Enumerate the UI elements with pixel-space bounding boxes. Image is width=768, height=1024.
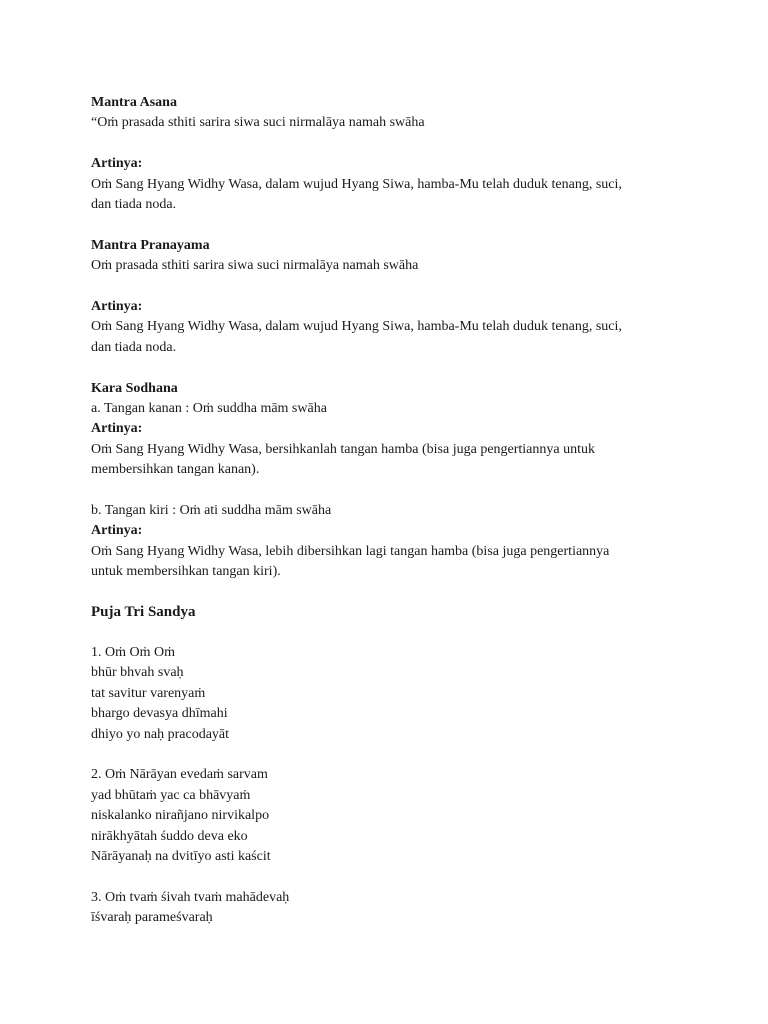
verse-line: 1. Oṁ Oṁ Oṁ [91, 645, 175, 661]
mantra-pranayama-artinya-label: Artinya: [91, 299, 143, 315]
mantra-asana-artinya-line1: Oṁ Sang Hyang Widhy Wasa, dalam wujud Hyang Siwa, hamba-Mu telah duduk tenang, suci, [91, 176, 622, 192]
kara-sodhana-heading: Kara Sodhana [91, 380, 178, 396]
verse-line: bhūr bhvah svaḥ [91, 665, 184, 681]
puja-tri-sandya-heading: Puja Tri Sandya [91, 603, 196, 620]
mantra-pranayama-text: Oṁ prasada sthiti sarira siwa suci nirmalāya namah swāha [91, 258, 419, 274]
verse-line: nirākhyātah śuddo deva eko [91, 828, 248, 844]
kara-sodhana-a-artinya-line2: membersihkan tangan kanan). [91, 462, 260, 478]
mantra-pranayama-artinya-line1: Oṁ Sang Hyang Widhy Wasa, dalam wujud Hyang Siwa, hamba-Mu telah duduk tenang, suci, [91, 319, 622, 335]
verse-line: Nārāyanaḥ na dvitīyo asti kaścit [91, 849, 271, 865]
verse-line: niskalanko nirañjano nirvikalpo [91, 808, 270, 824]
verse-line: dhiyo yo naḥ pracodayāt [91, 726, 230, 742]
kara-sodhana-b-artinya-line2: untuk membersihkan tangan kiri). [91, 564, 281, 580]
kara-sodhana-b-artinya-line1: Oṁ Sang Hyang Widhy Wasa, lebih dibersihkan lagi tangan hamba (bisa juga pengertiannya [91, 543, 610, 559]
kara-sodhana-b-text: b. Tangan kiri : Oṁ ati suddha mām swāha [91, 503, 332, 519]
mantra-pranayama-heading: Mantra Pranayama [91, 237, 210, 253]
verse-line: yad bhūtaṁ yac ca bhāvyaṁ [91, 787, 251, 803]
verse-1 [91, 643, 731, 745]
kara-sodhana-b-artinya-label: Artinya: [91, 523, 143, 539]
document-page [91, 93, 731, 929]
verse-line: bhargo devasya dhīmahi [91, 706, 228, 722]
mantra-pranayama-artinya-line2: dan tiada noda. [91, 339, 177, 355]
verse-2 [91, 765, 731, 867]
kara-sodhana-a-artinya-label: Artinya: [91, 421, 143, 437]
verse-line: tat savitur varenyaṁ [91, 685, 206, 701]
mantra-asana-artinya-line2: dan tiada noda. [91, 197, 177, 213]
kara-sodhana-a-text: a. Tangan kanan : Oṁ suddha mām swāha [91, 401, 327, 417]
mantra-asana-heading: Mantra Asana [91, 95, 177, 110]
kara-sodhana-a-artinya-line1: Oṁ Sang Hyang Widhy Wasa, bersihkanlah tangan hamba (bisa juga pengertiannya untuk [91, 441, 595, 457]
mantra-asana-text: “Oṁ prasada sthiti sarira siwa suci nirmalāya namah swāha [91, 115, 425, 131]
verse-line: 3. Oṁ tvaṁ śivah tvaṁ mahādevaḥ [91, 889, 290, 905]
verse-line: īśvaraḥ parameśvaraḥ [91, 910, 213, 926]
verse-line: 2. Oṁ Nārāyan evedaṁ sarvam [91, 767, 268, 783]
verse-3 [91, 888, 731, 929]
mantra-asana-artinya-label: Artinya: [91, 156, 143, 172]
